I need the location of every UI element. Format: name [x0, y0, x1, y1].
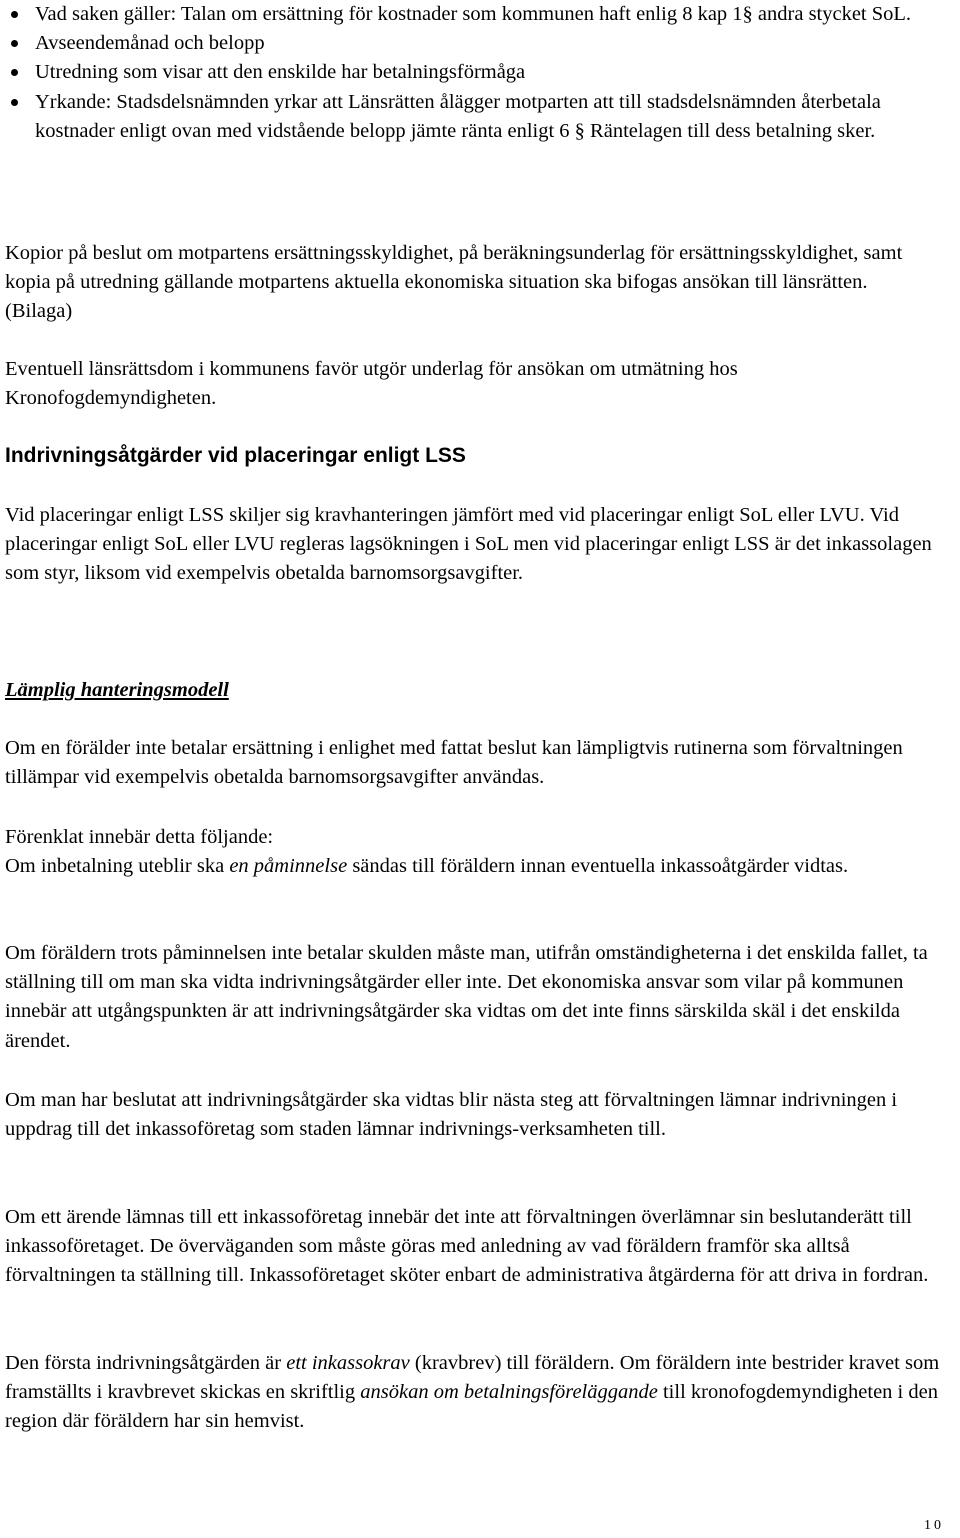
- bullet-dot-icon: [11, 69, 18, 76]
- bullet-item: Utredning som visar att den enskilde har betalningsförmåga: [5, 58, 925, 87]
- bullet-list: [5, 0, 925, 146]
- paragraph-forsta: Den första indrivningsåtgärden är ett inkassokrav (kravbrev) till föräldern. Om föräldern inte bestrider kravet som framställts i kravbrevet skickas en skriftlig ansökan om betalningsföreläggande till kronofogdemyndigheten i den region där föräldern har sin hemvist.: [5, 1352, 940, 1433]
- bullet-dot-icon: [11, 40, 18, 47]
- section-heading-model: Lämplig hanteringsmodell: [5, 679, 229, 701]
- bullet-item: Vad saken gäller: Talan om ersättning för kostnader som kommunen haft enlig 8 kap 1§ andra stycket SoL.: [5, 0, 925, 29]
- forenklat-intro: Förenklat innebär detta följande:: [5, 826, 274, 848]
- paragraph-kopior: Kopior på beslut om motpartens ersättningsskyldighet, på beräkningsunderlag för ersättningsskyldighet, samt kopia på utredning gällande motpartens aktuella ekonomiska situation ska bifogas ansökan till länsrätten. (Bilaga): [5, 242, 903, 323]
- emphasis-paminnelse: en påminnelse: [229, 855, 348, 878]
- emphasis-inkassokrav: ett inkassokrav: [286, 1352, 410, 1374]
- emphasis-ansokan: ansökan om betalningsföreläggande: [360, 1381, 658, 1404]
- bullet-item: Avseendemånad och belopp: [5, 29, 925, 58]
- paragraph-arende: Om ett ärende lämnas till ett inkassoföretag innebär det inte att förvaltningen överlämnar sin beslutanderätt till inkassoföretaget. De överväganden som måste göras med anledning av vad föräldern framför ska alltså förvaltningen ta ställning till. Inkassoföretaget sköter enbart de administrativa åtgärderna för att driva in fordran.: [5, 1206, 929, 1287]
- forenklat-body: Om inbetalning uteblir ska en påminnelse sändas till föräldern innan eventuella inkassoåtgärder vidtas.: [5, 855, 849, 878]
- bullet-dot-icon: [11, 11, 18, 18]
- paragraph-beslutat: Om man har beslutat att indrivningsåtgärder ska vidtas blir nästa steg att förvaltningen lämnar indrivningen i uppdrag till det inkassoföretag som staden lämnar indrivnings-verksamheten till.: [5, 1089, 898, 1141]
- bullet-item: Yrkande: Stadsdelsnämnden yrkar att Länsrätten ålägger motparten att till stadsdelsnämnden återbetala kostnader enligt ovan med vidstående belopp jämte ränta enligt 6 § Räntelagen till dess betalning sker.: [5, 88, 925, 146]
- bullet-dot-icon: [11, 99, 18, 106]
- paragraph-om-en: Om en förälder inte betalar ersättning i enlighet med fattat beslut kan lämpligtvis rutinerna som förvaltningen tillämpar vid exempelvis obetalda barnomsorgsavgifter användas.: [5, 737, 903, 789]
- section-heading-lss: Indrivningsåtgärder vid placeringar enligt LSS: [5, 444, 466, 467]
- page-number: 10: [924, 1518, 944, 1533]
- paragraph-forenklat: [5, 823, 925, 881]
- paragraph-eventuell: Eventuell länsrättsdom i kommunens favör utgör underlag för ansökan om utmätning hos Kronofogdemyndigheten.: [5, 358, 738, 410]
- paragraph-trots: Om föräldern trots påminnelsen inte betalar skulden måste man, utifrån omständigheterna i det enskilda fallet, ta ställning till om man ska vidta indrivningsåtgärder eller inte. Det ekonomiska ansvar som vilar på kommunen innebär att utgångspunkten är att indrivningsåtgärder ska vidtas om det inte finns särskilda skäl i det enskilda ärendet.: [5, 942, 928, 1052]
- paragraph-lss: Vid placeringar enligt LSS skiljer sig kravhanteringen jämfört med vid placeringar enligt SoL eller LVU. Vid placeringar enligt SoL eller LVU regleras lagsökningen i SoL men vid placeringar enligt LSS är det inkassolagen som styr, liksom vid exempelvis obetalda barnomsorgsavgifter.: [5, 504, 932, 585]
